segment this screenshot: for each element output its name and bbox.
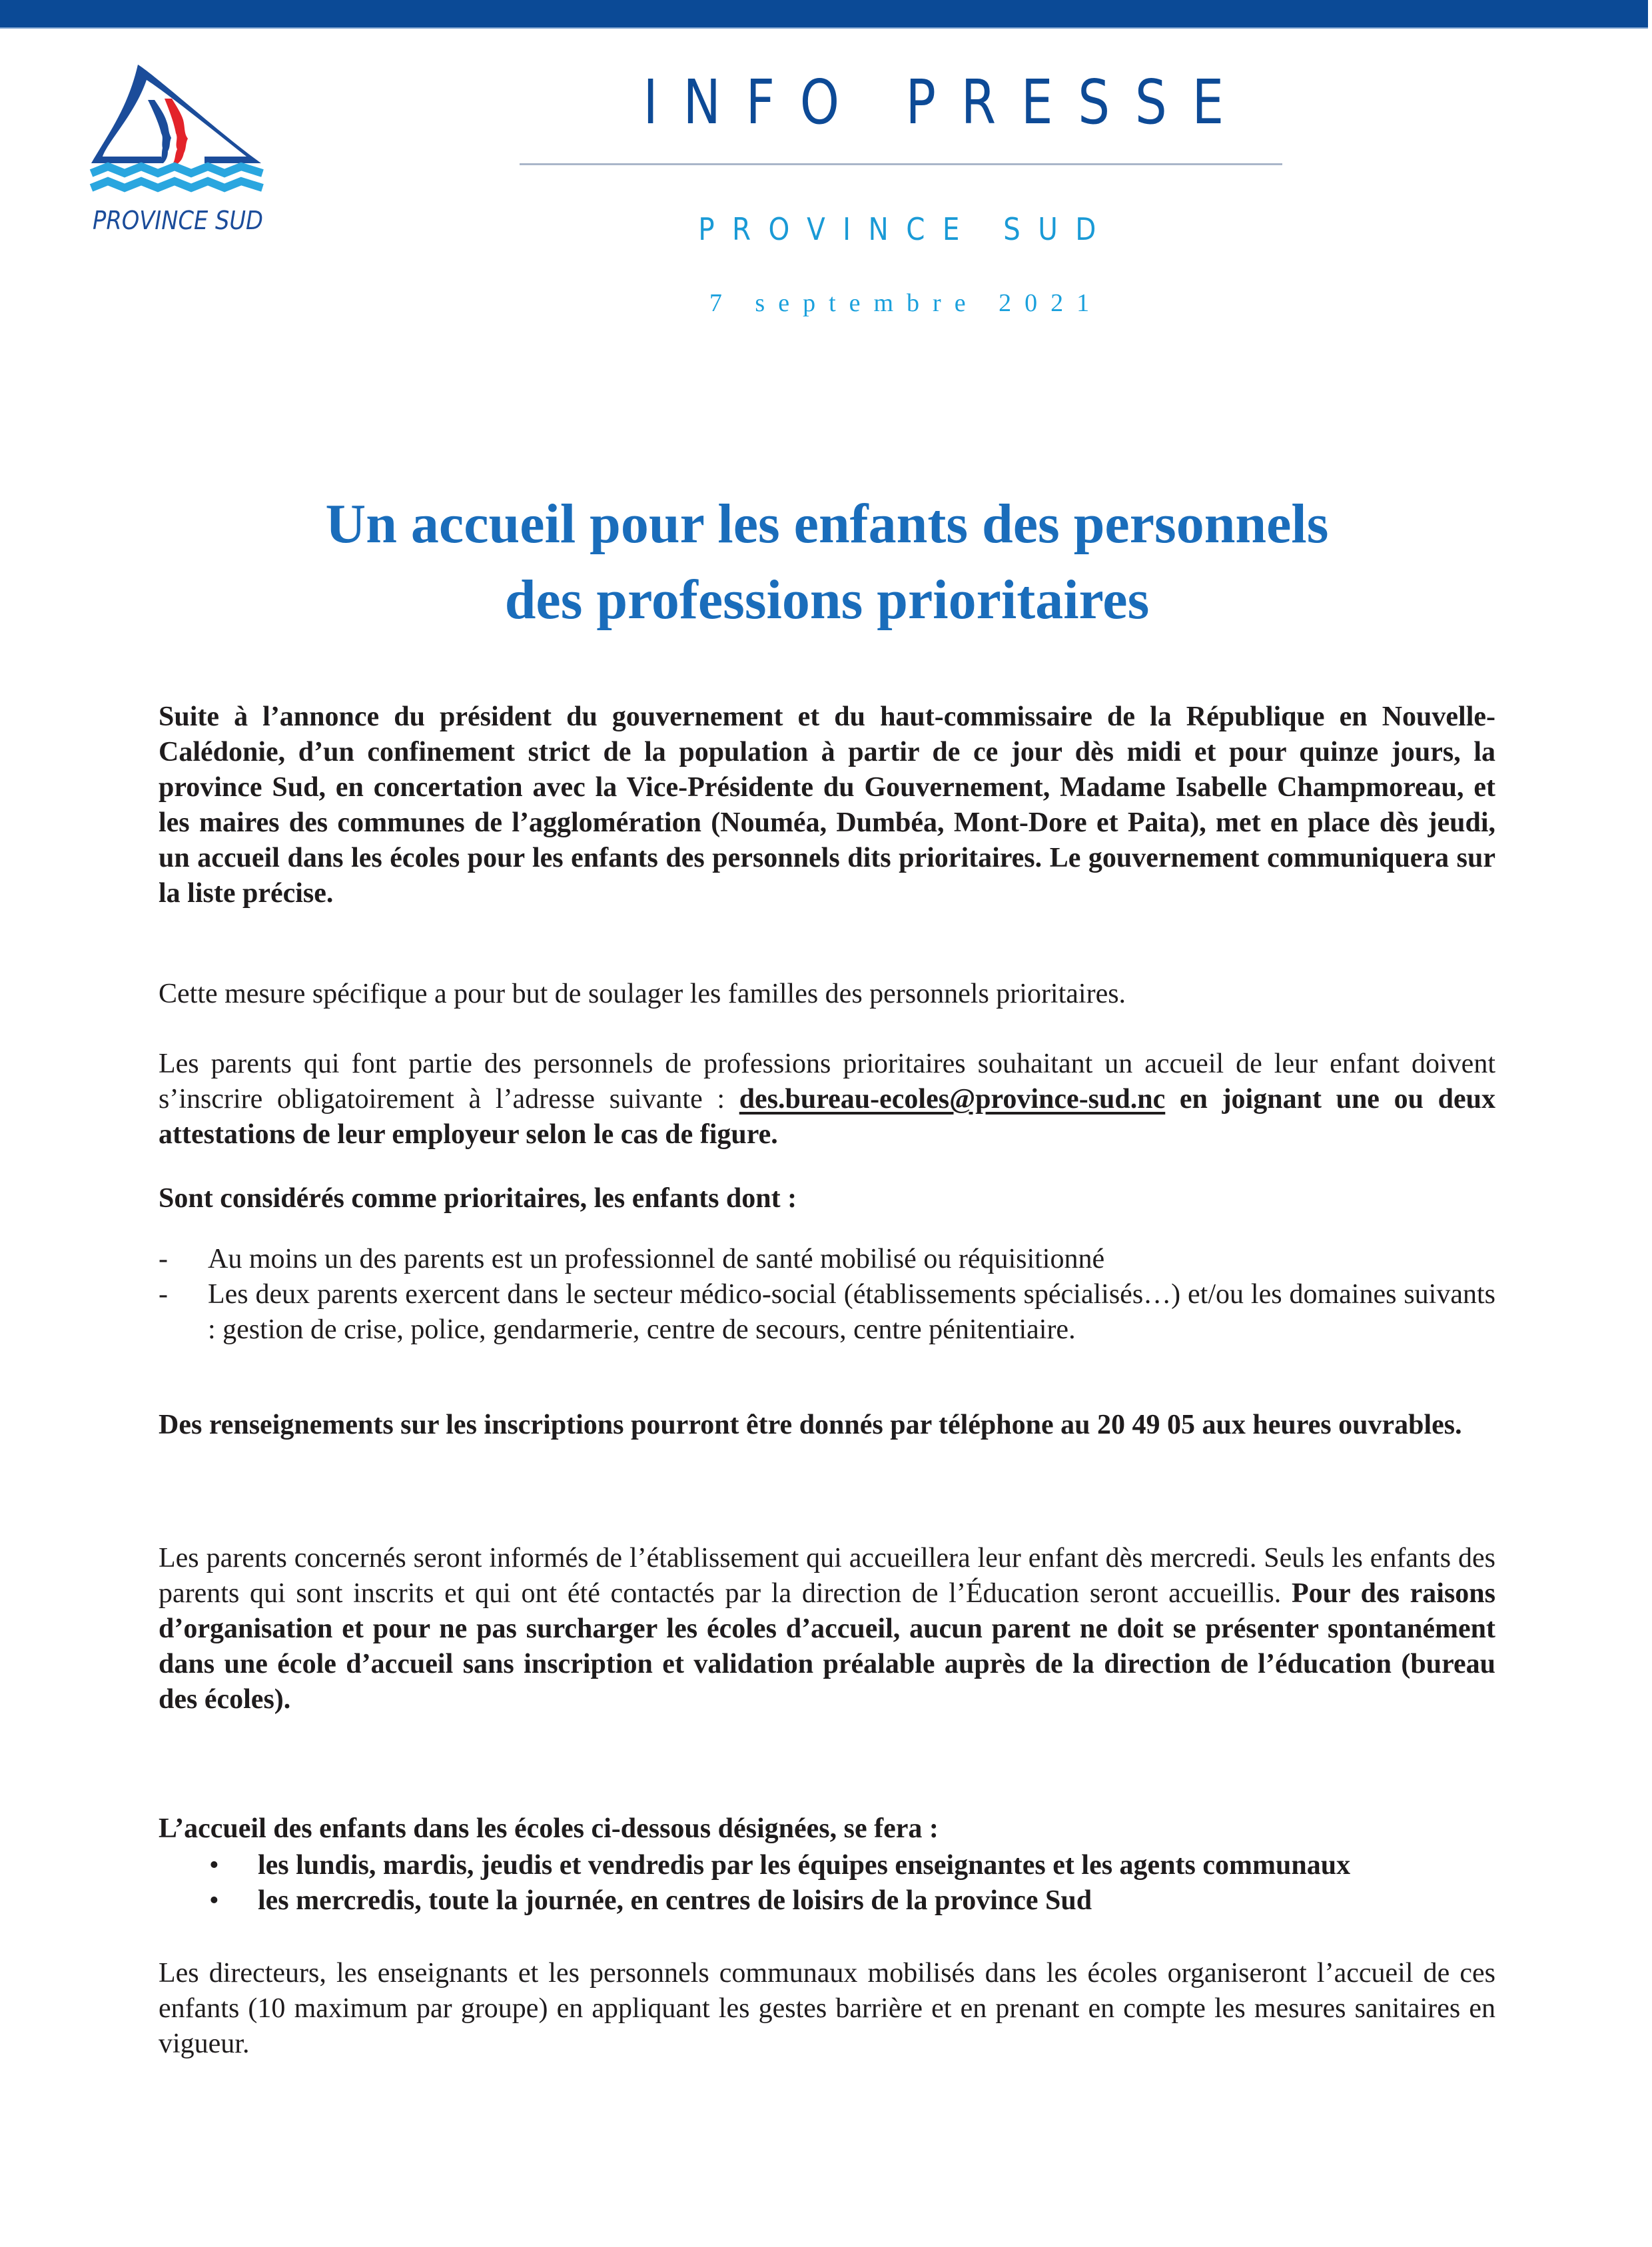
list-item	[159, 1242, 1495, 1277]
wave-bottom-icon	[91, 181, 262, 188]
list-item	[159, 1277, 1495, 1348]
title-line-1: Un accueil pour les enfants des personnels	[325, 493, 1329, 555]
info-presse-heading: INFO PRESSE	[643, 67, 1249, 138]
top-banner	[0, 0, 1648, 29]
notification-paragraph	[159, 1541, 1495, 1717]
registration-attestation-text: en joignant une ou deux attestations de leur employeur selon le cas de figure.	[159, 1084, 1495, 1150]
list-item	[159, 1848, 1495, 1883]
notification-warning: Pour des raisons d’organisation et pour ne pas surcharger les écoles d’accueil, aucun parent ne doit se présenter spontanément dans une école d’accueil sans inscription et validation préalable auprès de la direction de l’éducation (bureau des écoles).	[159, 1578, 1496, 1715]
priority-heading: Sont considérés comme prioritaires, les enfants dont :	[159, 1183, 797, 1214]
header-divider	[520, 163, 1282, 165]
dash-bullet-icon: -	[159, 1279, 168, 1310]
lead-paragraph: Suite à l’annonce du président du gouvernement et du haut-commissaire de la République en Nouvelle-Calédonie, d’un confinement strict de la population à partir de ce jour dès midi et pour quinze jours, la province Sud, en concertation avec la Vice-Présidente du Gouvernement, Madame Isabelle Champmoreau, et les maires des communes de l’agglomération (Nouméa, Dumbéa, Mont-Dore et Paita), met en place dès jeudi, un accueil dans les écoles pour les enfants des personnels dits prioritaires. Le gouvernement communiquera sur la liste précise.	[159, 701, 1495, 909]
publication-date: 7 septembre 2021	[709, 289, 1103, 317]
title-line-2: des professions prioritaires	[504, 569, 1150, 631]
purpose-paragraph: Cette mesure spécifique a pour but de soulager les familles des personnels prioritaires.	[159, 979, 1126, 1009]
list-item	[159, 1883, 1495, 1919]
bullet-dot-icon: •	[209, 1850, 219, 1881]
wave-top-icon	[91, 167, 262, 173]
sail-waves-logo-icon	[88, 61, 268, 236]
dash-bullet-icon: -	[159, 1244, 168, 1274]
list-item-text: les mercredis, toute la journée, en centres de loisirs de la province Sud	[258, 1885, 1092, 1916]
list-item-text: Au moins un des parents est un professionnel de santé mobilisé ou réquisitionné	[208, 1244, 1105, 1274]
profile-blue-icon	[148, 100, 171, 163]
list-item-text: Les deux parents exercent dans le secteur médico-social (établissements spécialisés…) et/ou les domaines suivants : gestion de crise, police, gendarmerie, centre de secours, centre pénitentiaire.	[208, 1279, 1495, 1345]
logo-text: PROVINCE SUD	[93, 206, 263, 235]
bullet-dot-icon: •	[209, 1885, 219, 1916]
notification-text: Les parents concernés seront informés de l’établissement qui accueillera leur enfant dès mercredi. Seuls les enfants des parents qui sont inscrits et qui ont été contactés par la direction de l’Éducation seront accueillis.	[159, 1543, 1495, 1609]
closing-paragraph: Les directeurs, les enseignants et les personnels communaux mobilisés dans les écoles organiseront l’accueil de ces enfants (10 maximum par groupe) en appliquant les gestes barrière et en prenant en compte les mesures sanitaires en vigueur.	[159, 1958, 1495, 2059]
registration-paragraph	[159, 1047, 1495, 1152]
press-release-title	[159, 486, 1495, 638]
issuer-name: PROVINCE SUD	[698, 211, 1114, 247]
registration-email-link[interactable]: des.bureau-ecoles@province-sud.nc	[739, 1084, 1166, 1115]
list-item-text: les lundis, mardis, jeudis et vendredis par les équipes enseignantes et les agents communaux	[258, 1850, 1351, 1881]
registration-text: Les parents qui font partie des personnels de professions prioritaires souhaitant un accueil de leur enfant doivent s’inscrire obligatoirement à l’adresse suivante :	[159, 1049, 1495, 1115]
phone-info-paragraph: Des renseignements sur les inscriptions pourront être donnés par téléphone au 20 49 05 aux heures ouvrables.	[159, 1410, 1462, 1440]
province-sud-logo	[88, 61, 268, 236]
schedule-list	[159, 1848, 1495, 1919]
schedule-heading: L’accueil des enfants dans les écoles ci-dessous désignées, se fera :	[159, 1813, 939, 1844]
priority-criteria-list	[159, 1242, 1495, 1348]
